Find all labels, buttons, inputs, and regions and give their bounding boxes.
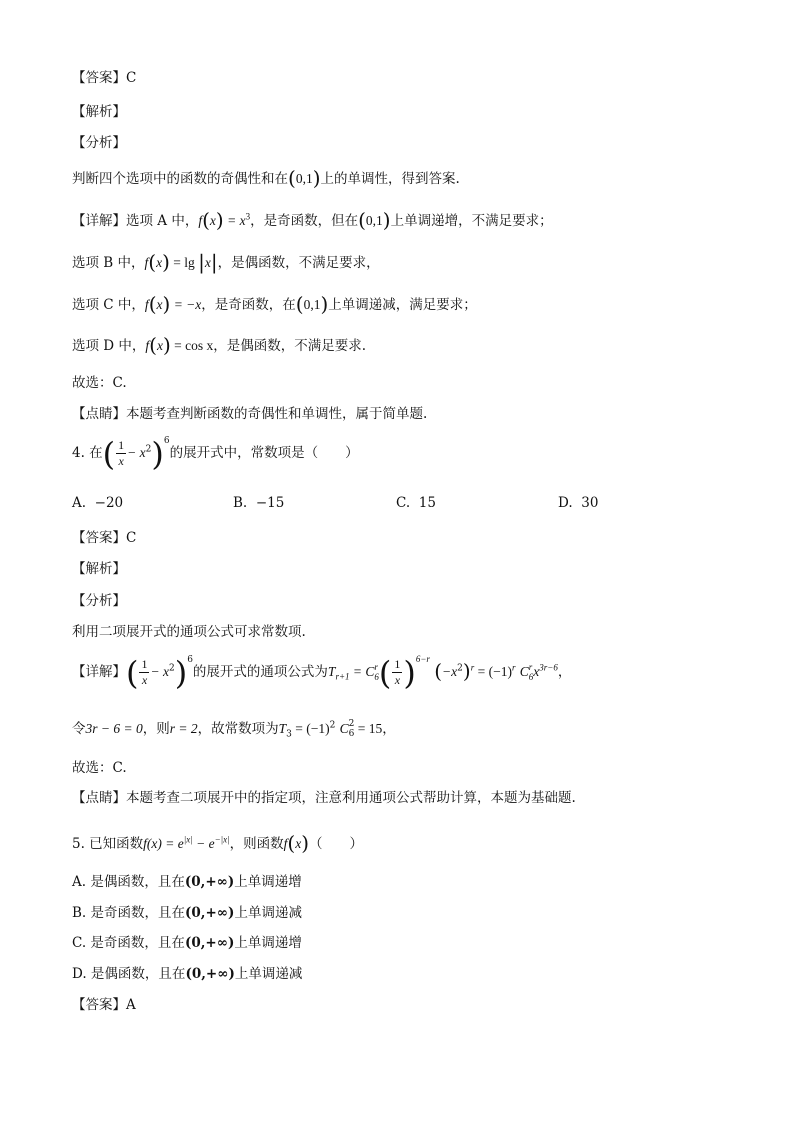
interval: (0,+∞) [185,905,235,921]
detail-line-a: 【详解】选项 A 中，$f(x) = x^3$，是奇函数，但在(0,1)上单调递增，不满足要求； [72,208,553,232]
comment-line [72,402,427,422]
option-value: 15 [418,495,436,511]
superscript: 2 [348,718,355,729]
option-label: A. [72,495,87,511]
option-b [233,495,284,511]
superscript: r [374,661,378,672]
term-symbol: T [278,721,287,736]
question-4: 4. 在( $\frac{1}{x}$ − $x^2)^6$的展开式中，常数项是（ ） [72,435,359,473]
text-segment: ，是偶函数，不满足要求. [213,338,367,354]
func-name: f [144,255,149,270]
text-segment: ， [557,664,572,680]
term: − x [127,445,146,460]
func-name: f [145,338,150,353]
fenxi-heading [72,131,126,151]
interval: (0,+∞) [184,874,235,890]
option-label: D. 是偶函数，且在 [72,966,186,982]
answer-value: C [126,70,137,86]
value: = 15 [354,721,383,736]
subscript: 6 [528,671,534,682]
fenxi-text: 判断四个选项中的函数的奇偶性和在(0,1)上的单调性，得到答案. [72,166,460,190]
func-name: f [144,297,149,312]
term: = (−1) [474,664,512,679]
variable: x [533,664,540,679]
power: 6 [187,655,193,665]
text-segment: 令 [72,721,86,737]
func-arg: x [209,213,216,228]
option-b [72,901,302,921]
numerator: 1 [141,657,148,671]
comment-text: 本题考查二项展开中的指定项，注意利用通项公式帮助计算，本题为基础题. [126,790,576,806]
option-value: −20 [94,495,124,511]
func-arg: x [156,297,163,312]
subscript: r+1 [335,671,350,682]
text-segment: ，故常数项为 [197,721,279,737]
choice-line [72,756,127,776]
text-segment: 选项 C 中， [72,297,145,313]
numerator: 1 [118,438,125,452]
option-label: B. 是奇函数，且在 [72,905,186,921]
option-d [72,962,302,982]
choice-line [72,371,127,391]
abs-arg: x [204,255,211,270]
answer-tag: 【答案】 [72,997,126,1013]
answer-line [72,526,136,546]
text-segment: 选项 A 中， [126,213,199,229]
text-segment: 判断四个选项中的函数的奇偶性和在 [72,171,288,187]
func-arg: x [156,338,163,353]
text-segment: 的展开式中，常数项是（ ） [169,445,359,461]
power: 6 [163,436,170,446]
text-segment: ， [382,721,396,737]
answer-tag: 【答案】 [72,530,126,546]
option-tail: 上单调递增 [234,874,302,890]
exponent: 2 [457,663,463,674]
question-number: 4. 在 [72,445,103,461]
term: − e [192,836,215,851]
text-segment: ，是奇函数，在 [201,297,296,313]
equation: r = 2 [169,721,198,736]
option-a [72,870,302,890]
answer-value: A [126,997,136,1013]
superscript: r [528,661,533,672]
func-name: f [198,213,203,228]
analysis-heading [72,100,126,120]
comment-text: 本题考查判断函数的奇偶性和单调性，属于简单题. [126,406,428,422]
option-label: C. 是奇函数，且在 [72,935,185,951]
interval: (0,+∞) [184,935,235,951]
fenxi-tag: 【分析】 [72,135,126,151]
option-c [396,495,436,511]
analysis-tag: 【解析】 [72,104,126,120]
denominator: x [118,454,124,468]
choice-text: 故选：C. [72,375,127,391]
exponent: −|x| [214,834,230,845]
text-segment: （ ） [309,836,363,852]
exponent: 3 [245,211,251,222]
detail-tag: 【详解】 [72,664,126,680]
text-segment: ，是奇函数，但在 [250,213,359,229]
option-a [72,495,123,511]
answer-line [72,993,136,1013]
fenxi-tag: 【分析】 [72,593,126,609]
func-name: f [283,836,288,851]
combination: C [339,721,349,736]
power: 2 [329,720,336,731]
comment-tag: 【点睛】 [72,790,126,806]
subscript: 3 [286,729,292,740]
combination: = C [349,664,375,679]
function: f(x) = e [143,836,184,851]
power: r [511,662,516,673]
func-rhs: = cos x [170,338,214,353]
text-segment: 利用二项展开式的通项公式可求常数项. [72,624,306,640]
exponent: 2 [168,663,175,674]
interval: 0,1 [303,297,321,312]
term: − x [150,664,169,679]
detail-line-d: 选项 D 中，f(x) = cos x，是偶函数，不满足要求. [72,333,367,357]
power: r [470,662,475,673]
interval: (0,+∞) [185,966,235,982]
comment-tag: 【点睛】 [72,406,126,422]
detail-tag: 【详解】 [72,213,126,229]
choice-text: 故选：C. [72,760,127,776]
option-tail: 上单调递减 [234,966,303,982]
question-number: 5. 已知函数 [72,836,144,852]
denominator: x [394,673,401,687]
analysis-heading [72,557,126,577]
comment-line [72,786,576,806]
question-5: 5. 已知函数$f(x) = e^{|x|} - e^{-|x|}$，则函数f(x)（ ） [72,831,363,855]
text-segment: 选项 B 中， [72,255,145,271]
fraction [392,657,402,688]
option-d [558,495,598,511]
option-label: C. [396,495,411,511]
subscript: 6 [348,728,355,739]
option-label: A. 是偶函数，且在 [72,874,185,890]
interval: 0,1 [295,171,313,186]
answer-value: C [126,530,137,546]
text-segment: ，是偶函数，不满足要求， [217,255,380,271]
func-rhs: = −x [170,297,202,312]
term: = (−1) [291,721,330,736]
interval: 0,1 [365,213,383,228]
numerator: 1 [394,657,401,671]
term: −x [442,664,458,679]
answer-tag: 【答案】 [72,70,126,86]
func-rhs: = lg [169,255,199,270]
exponent: 2 [145,444,152,455]
analysis-tag: 【解析】 [72,561,126,577]
detail-line-b: 选项 B 中，f(x) = lg |x|，是偶函数，不满足要求， [72,250,380,274]
option-value: −15 [255,495,285,511]
detail-line-c: 选项 C 中，f(x) = −x，是奇函数，在(0,1)上单调递减，满足要求； [72,292,477,316]
text-segment: 上单调递增，不满足要求； [390,213,553,229]
text-segment: ，则 [142,721,170,737]
fraction [116,438,126,469]
power: 6−r [415,654,430,664]
option-tail: 上单调递增 [234,935,302,951]
equation: 3r − 6 = 0 [85,721,143,736]
option-c [72,931,302,951]
option-label: D. [558,495,573,511]
text-segment: 上的单调性，得到答案. [320,171,460,187]
func-rhs: = x [223,213,246,228]
fraction [139,657,149,688]
func-arg: x [295,836,302,851]
denominator: x [141,673,148,687]
text-segment: 选项 D 中， [72,338,146,354]
option-label: B. [233,495,248,511]
option-tail: 上单调递减 [234,905,302,921]
text-segment: 的展开式的通项公式为 [192,664,328,680]
func-arg: x [156,255,163,270]
text-segment: 上单调递减，满足要求； [328,297,477,313]
detail-line-q4: 【详解】( $\frac{1}{x}$ − $x^2)^6$的展开式的通项公式为$T_{r+1} = C$ r 6 ( $\frac{1}{x}$ )$^{6-r}$ $(-x^2)^r = (-1)^r$ C r 6 $x^{3r-6}$， [72,654,572,692]
subscript: 6 [374,671,379,682]
ling-line [72,717,396,739]
text-segment: ，则函数 [229,836,284,852]
term-symbol: T [327,664,336,679]
fenxi-heading [72,589,126,609]
exponent: 3r−6 [539,662,558,673]
answer-line [72,66,136,86]
exponent: |x| [183,834,193,845]
option-value: 30 [581,495,599,511]
combination: C [519,664,529,679]
fenxi-text [72,620,306,640]
